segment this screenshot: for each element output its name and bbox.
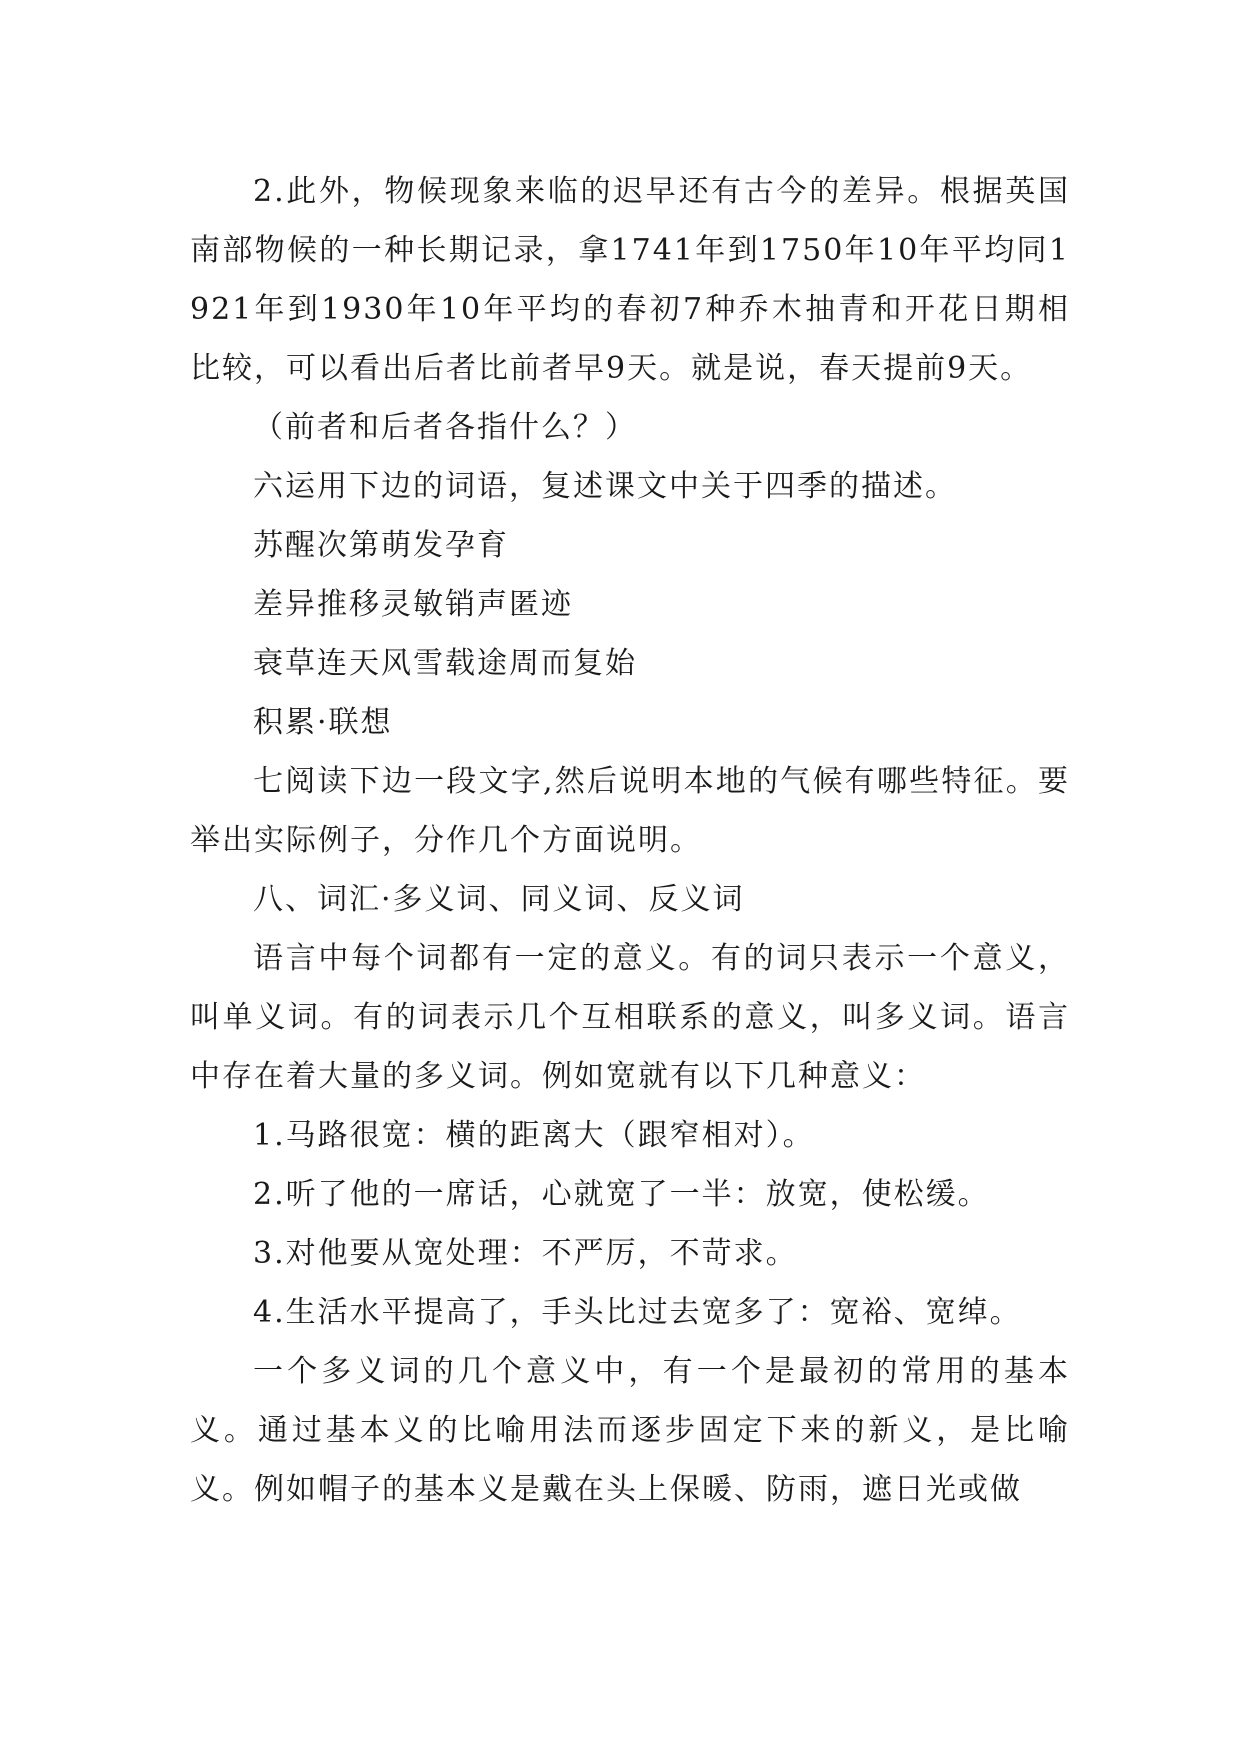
section-heading-vocabulary: 八、词汇·多义词、同义词、反义词: [253, 882, 745, 917]
paragraph-example-4: 4.生活水平提高了，手头比过去宽多了：宽裕、宽绰。: [253, 1295, 1022, 1330]
paragraph-polysemy-intro: 语言中每个词都有一定的意义。有的词只表示一个意义，叫单义词。有的词表示几个互相联系的意义，叫多义词。语言中存在着大量的多义词。例如宽就有以下几种意义：: [190, 941, 1070, 1094]
section-heading-accumulate: 积累·联想: [253, 705, 393, 740]
paragraph-exercise-six: 六运用下边的词语，复述课文中关于四季的描述。: [253, 469, 957, 504]
paragraph-phenology-difference: 2.此外，物候现象来临的迟早还有古今的差异。根据英国南部物候的一种长期记录，拿1741年到1750年10年平均同1921年到1930年10年平均的春初7种乔木抽青和开花日期相比较，可以看出后者比前者早9天。就是说，春天提前9天。: [190, 174, 1070, 386]
paragraph-exercise-seven: 七阅读下边一段文字,然后说明本地的气候有哪些特征。要举出实际例子，分作几个方面说明。: [190, 764, 1070, 858]
paragraph-word-list-1: 苏醒次第萌发孕育: [253, 528, 509, 563]
paragraph-question-former-latter: （前者和后者各指什么？）: [253, 410, 637, 445]
paragraph-basic-meaning: 一个多义词的几个意义中，有一个是最初的常用的基本义。通过基本义的比喻用法而逐步固定下来的新义，是比喻义。例如帽子的基本义是戴在头上保暖、防雨，遮日光或做: [190, 1354, 1070, 1507]
paragraph-word-list-2: 差异推移灵敏销声匿迹: [253, 587, 573, 622]
paragraph-example-2: 2.听了他的一席话，心就宽了一半：放宽，使松缓。: [253, 1177, 990, 1212]
paragraph-word-list-3: 衰草连天风雪载途周而复始: [253, 646, 637, 681]
document-body: [190, 162, 1070, 1519]
paragraph-example-3: 3.对他要从宽处理：不严厉，不苛求。: [253, 1236, 798, 1271]
paragraph-example-1: 1.马路很宽：横的距离大（跟窄相对）。: [253, 1118, 815, 1153]
